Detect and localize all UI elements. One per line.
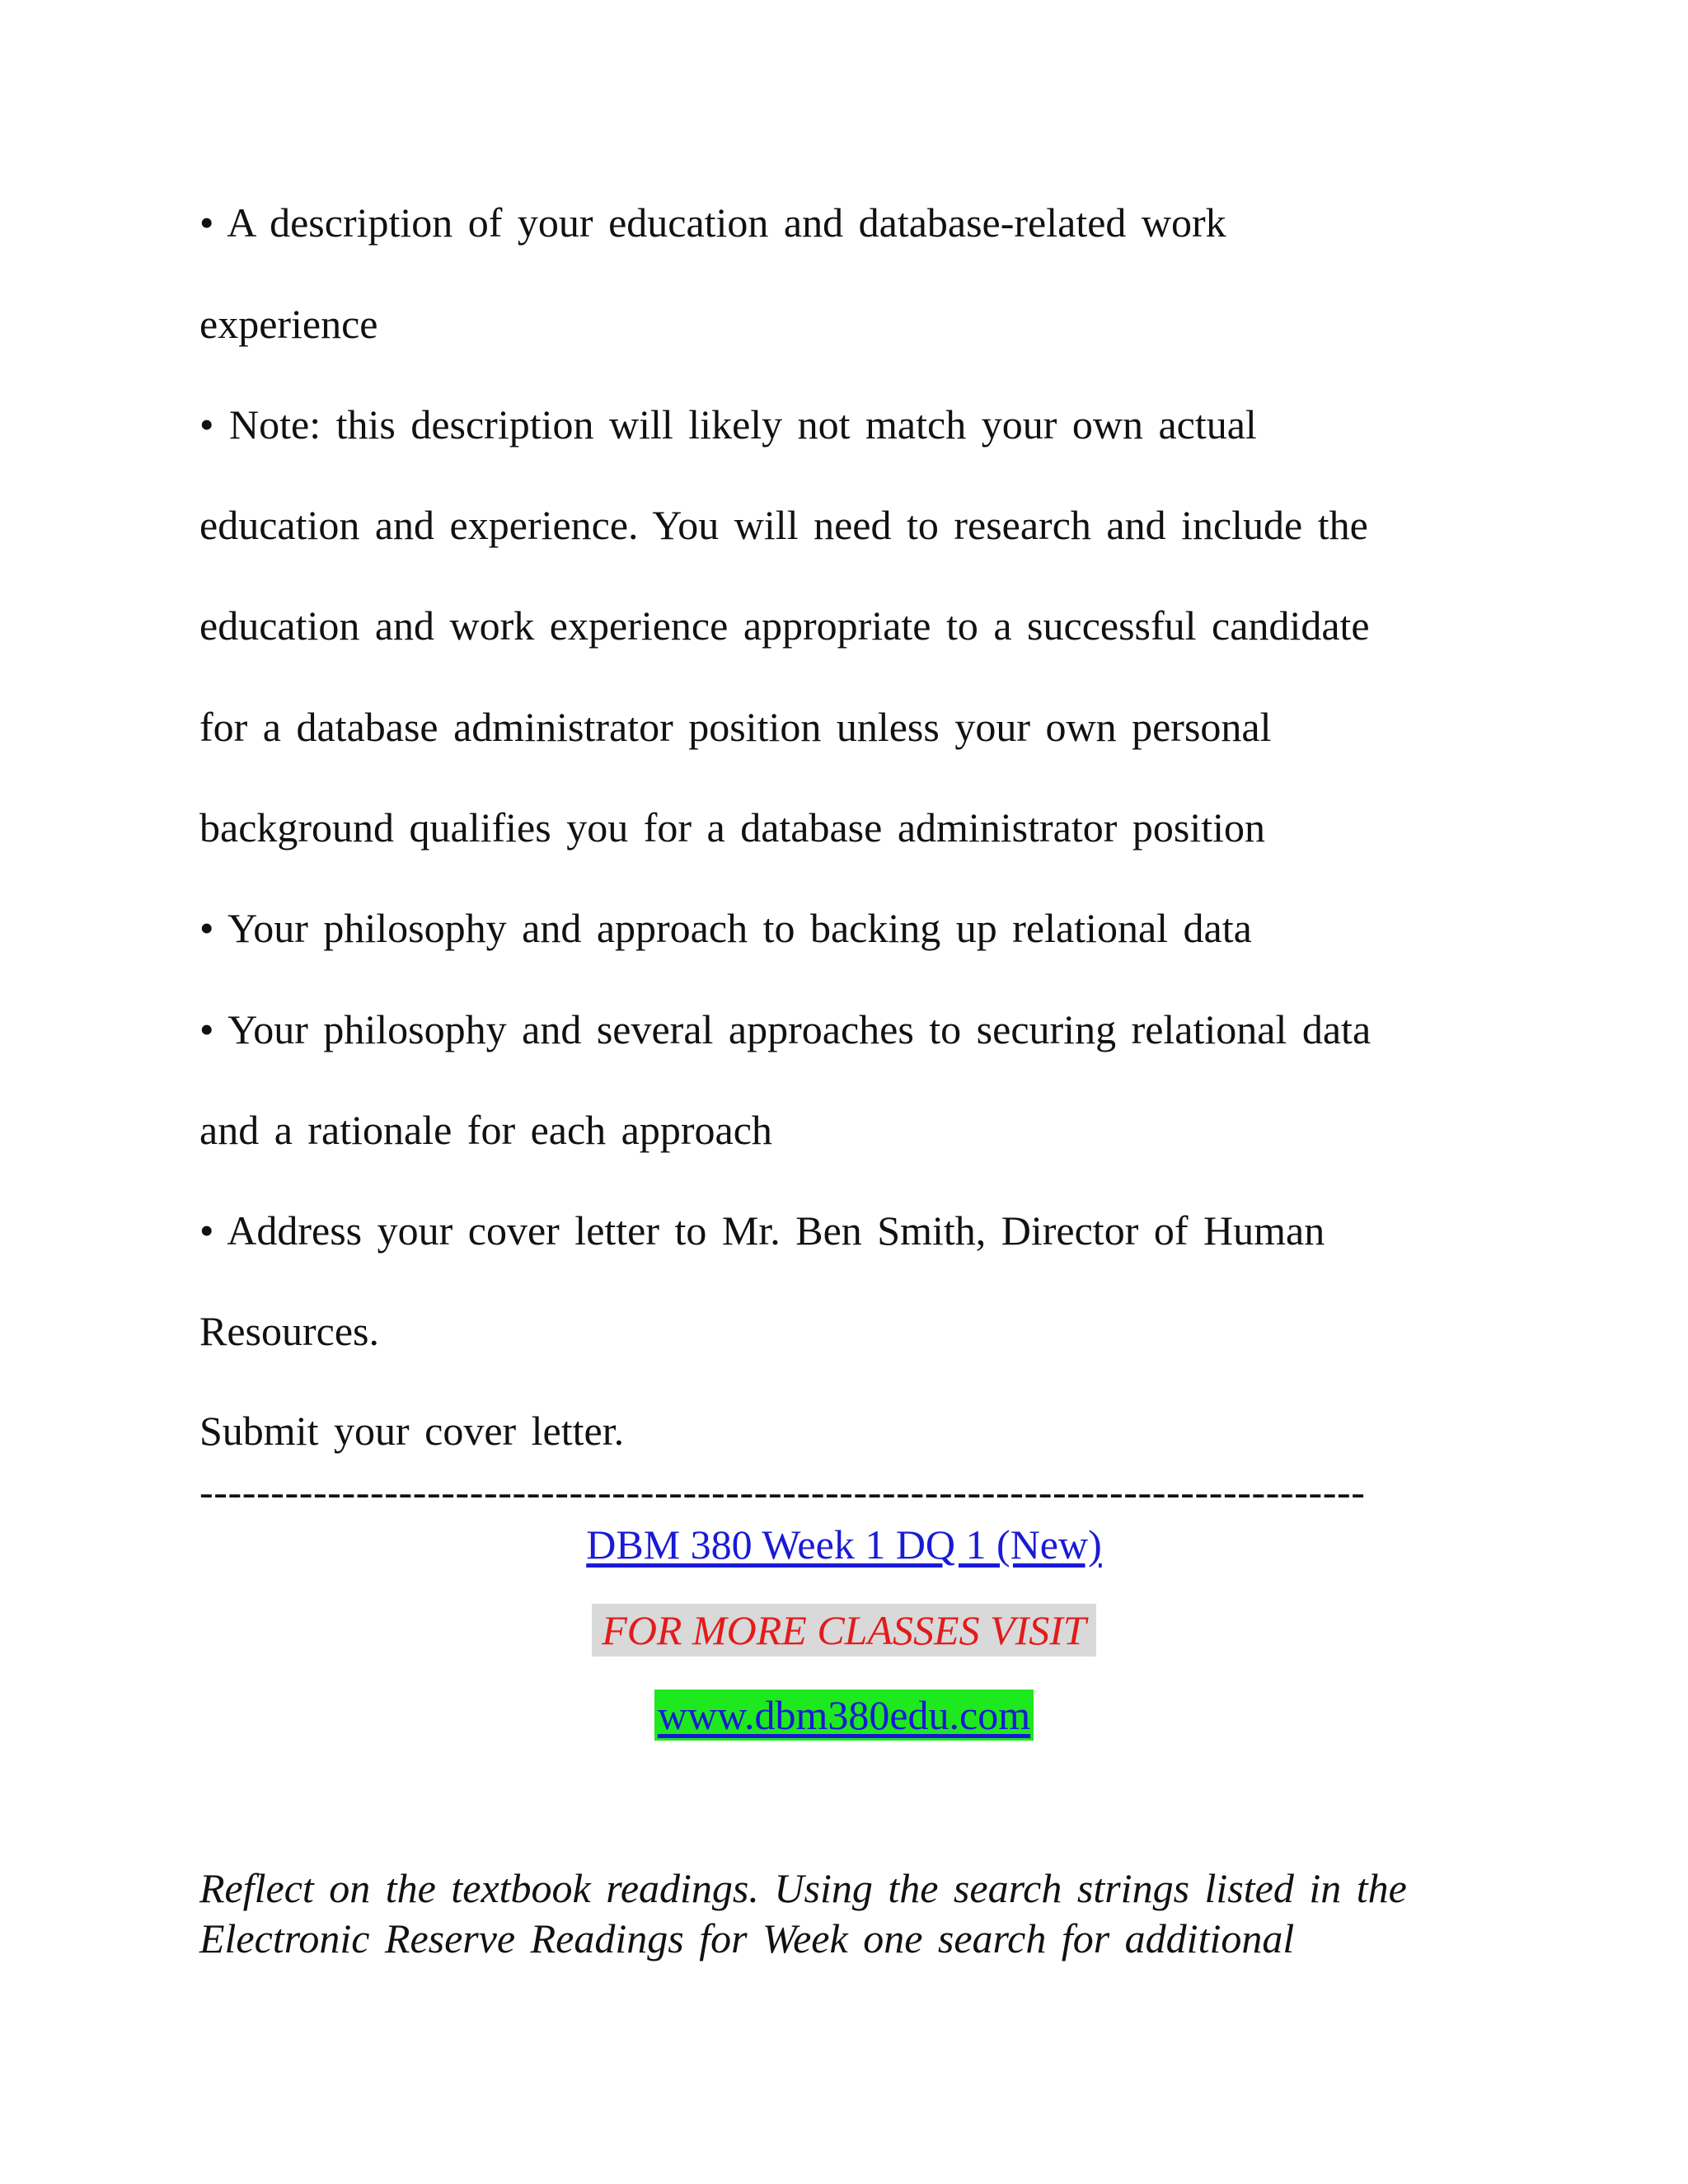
body-line-note-continued-3: for a database administrator position unless your own personal <box>199 704 1272 750</box>
body-line-resources: Resources. <box>199 1308 379 1354</box>
promo-banner: FOR MORE CLASSES VISIT <box>592 1604 1095 1657</box>
reflection-line-2: Electronic Reserve Readings for Week one search for additional <box>199 1915 1295 1961</box>
bullet-note: • Note: this description will likely not match your own actual <box>199 401 1257 448</box>
website-highlight <box>654 1690 1034 1741</box>
bullet-backup-philosophy: • Your philosophy and approach to backing up relational data <box>199 905 1252 951</box>
promo-row <box>0 1604 1688 1657</box>
bullet-security-philosophy: • Your philosophy and several approaches to securing relational data <box>199 1006 1372 1052</box>
dashed-divider: ---------------------------------------------------------------------------------- <box>199 1469 1366 1515</box>
course-link[interactable]: DBM 380 Week 1 DQ 1 (New) <box>586 1521 1102 1568</box>
body-line-note-continued-2: education and work experience appropriate to a successful candidate <box>199 602 1370 649</box>
website-link[interactable]: www.dbm380edu.com <box>657 1692 1031 1738</box>
course-link-row <box>0 1520 1688 1569</box>
bullet-address-letter: • Address your cover letter to Mr. Ben Smith, Director of Human <box>199 1207 1325 1254</box>
reflection-line-1: Reflect on the textbook readings. Using the search strings listed in the <box>199 1865 1407 1911</box>
body-line-note-continued-4: background qualifies you for a database administrator position <box>199 804 1266 851</box>
body-line-experience: experience <box>199 301 378 347</box>
submit-instruction: Submit your cover letter. <box>199 1408 625 1454</box>
body-line-note-continued-1: education and experience. You will need to research and include the <box>199 502 1368 548</box>
body-line-security-continued: and a rationale for each approach <box>199 1107 772 1153</box>
website-row <box>0 1690 1688 1741</box>
bullet-education-description: • A description of your education and database-related work <box>199 199 1226 246</box>
